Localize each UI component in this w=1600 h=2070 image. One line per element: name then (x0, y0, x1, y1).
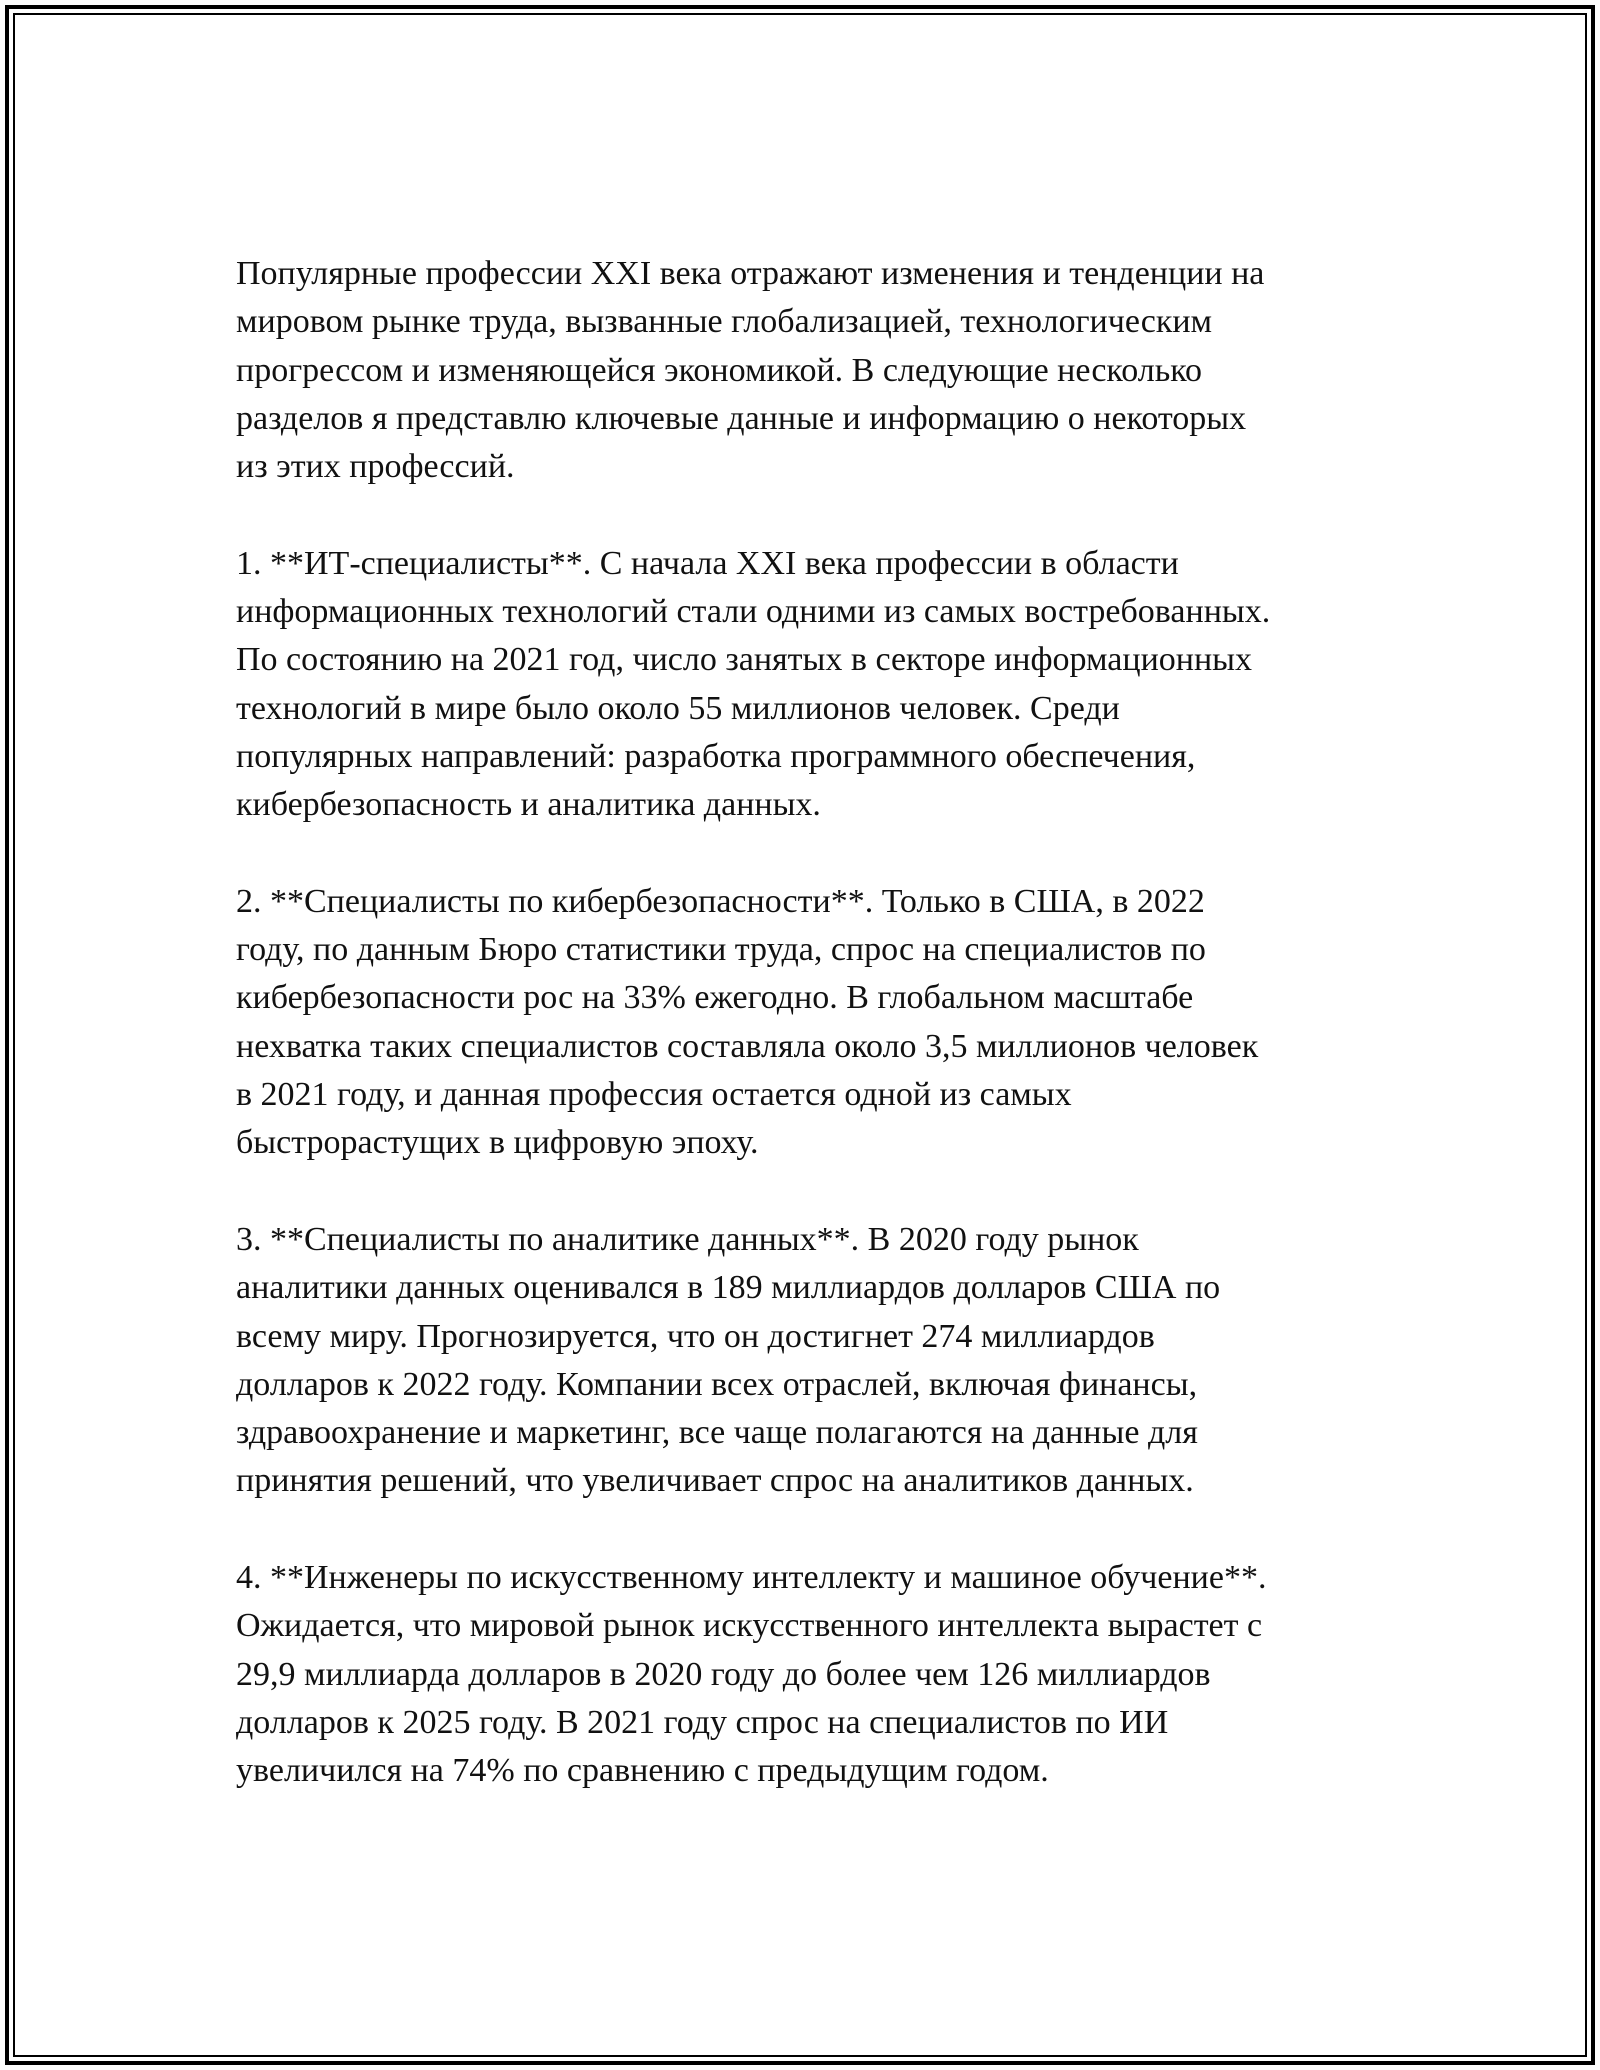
text-line: в 2021 году, и данная профессия остается одной из самых (236, 1076, 1072, 1114)
text-line: долларов к 2022 году. Компании всех отраслей, включая финансы, (236, 1365, 1198, 1403)
intro-paragraph (236, 250, 1386, 491)
section-cybersecurity (236, 878, 1386, 1168)
section-it-specialists (236, 540, 1386, 830)
text-line: кибербезопасности рос на 33% ежегодно. В глобальном масштабе (236, 979, 1194, 1017)
section-data-analytics (236, 1216, 1386, 1506)
text-line: быстрорастущих в цифровую эпоху. (236, 1124, 759, 1162)
text-line: кибербезопасность и аналитика данных. (236, 786, 821, 824)
text-line: По состоянию на 2021 год, число занятых в секторе информационных (236, 641, 1253, 679)
text-line: из этих профессий. (236, 448, 515, 486)
text-line: 2. **Специалисты по кибербезопасности**. Только в США, в 2022 (236, 882, 1205, 920)
text-line: принятия решений, что увеличивает спрос на аналитиков данных. (236, 1462, 1194, 1500)
document-body (236, 250, 1386, 1844)
text-line: всему миру. Прогнозируется, что он достигнет 274 миллиардов (236, 1317, 1155, 1355)
text-line: году, по данным Бюро статистики труда, спрос на специалистов по (236, 931, 1206, 969)
text-line: 29,9 миллиарда долларов в 2020 году до более чем 126 миллиардов (236, 1655, 1211, 1693)
text-line: Популярные профессии XXI века отражают изменения и тенденции на (236, 255, 1265, 292)
text-line: 4. **Инженеры по искусственному интеллекту и машиное обучение**. (236, 1559, 1267, 1597)
text-line: Ожидается, что мировой рынок искусственного интеллекта вырастет с (236, 1607, 1263, 1645)
text-line: здравоохранение и маркетинг, все чаще полагаются на данные для (236, 1414, 1198, 1452)
text-line: популярных направлений: разработка программного обеспечения, (236, 737, 1196, 775)
text-line: прогрессом и изменяющейся экономикой. В следующие несколько (236, 351, 1203, 389)
section-ai-engineers (236, 1554, 1386, 1795)
text-line: мировом рынке труда, вызванные глобализацией, технологическим (236, 303, 1213, 341)
text-line: увеличился на 74% по сравнению с предыдущим годом. (236, 1752, 1049, 1790)
text-line: долларов к 2025 году. В 2021 году спрос на специалистов по ИИ (236, 1703, 1169, 1741)
text-line: разделов я представлю ключевые данные и информацию о некоторых (236, 399, 1247, 437)
text-line: нехватка таких специалистов составляла около 3,5 миллионов человек (236, 1027, 1259, 1065)
text-line: технологий в мире было около 55 миллионов человек. Среди (236, 689, 1120, 727)
text-line: 3. **Специалисты по аналитике данных**. В 2020 году рынок (236, 1220, 1139, 1258)
text-line: аналитики данных оценивался в 189 миллиардов долларов США по (236, 1269, 1221, 1307)
text-line: 1. **ИТ-специалисты**. С начала XXI века профессии в области (236, 544, 1179, 582)
text-line: информационных технологий стали одними из самых востребованных. (236, 593, 1271, 631)
